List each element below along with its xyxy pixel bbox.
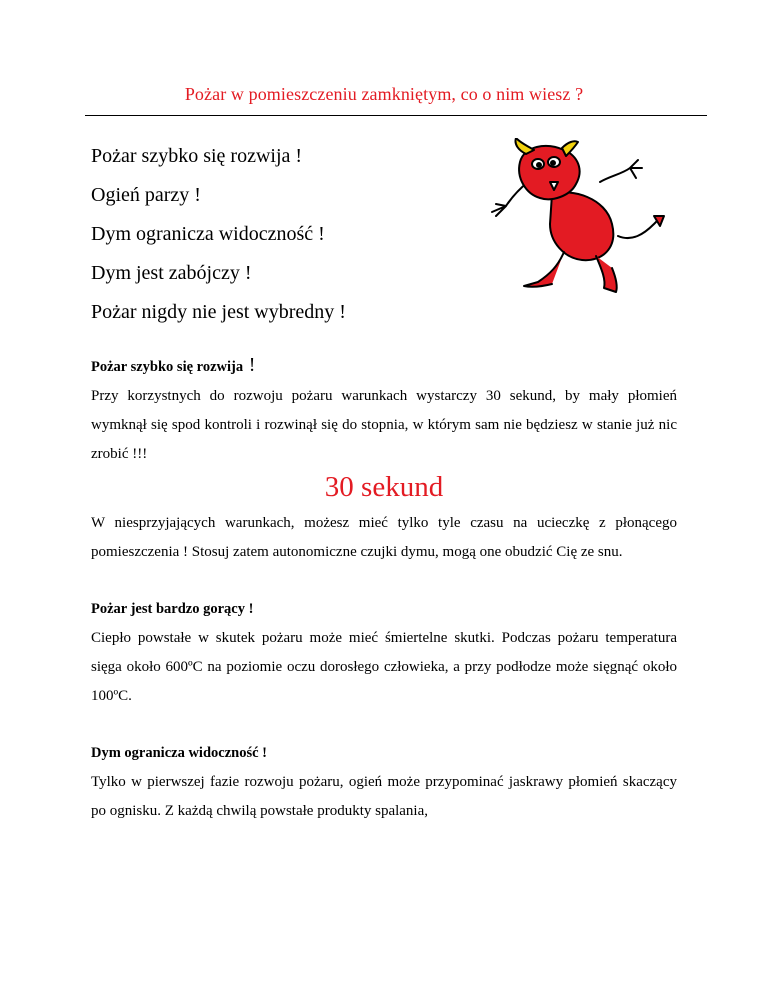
headline-list bbox=[91, 138, 511, 333]
section-heading-text: Pożar szybko się rozwija bbox=[91, 359, 244, 375]
article-body bbox=[91, 352, 677, 826]
section-heading bbox=[91, 352, 677, 378]
paragraph: Ciepło powstałe w skutek pożaru może mieć śmiertelne skutki. Podczas pożaru temperatura sięga około 600ºC na poziomie oczu dorosłego człowieka, a przy podłodze może sięgnąć około 100ºC. bbox=[91, 630, 677, 704]
red-devil-icon bbox=[480, 138, 690, 296]
paragraph: Przy korzystnych do rozwoju pożaru warunkach wystarczy 30 sekund, by mały płomień wymknął się spod kontroli i rozwinął się do stopnia, w którym sam nie będziesz w stanie już nic zrobić !!! bbox=[91, 388, 677, 462]
paragraph: W niesprzyjających warunkach, możesz mieć tylko tyle czasu na ucieczkę z płonącego pomieszczenia ! Stosuj zatem autonomiczne czujki dymu, mogą one obudzić Cię ze snu. bbox=[91, 515, 677, 560]
page-title: Pożar w pomieszczeniu zamkniętym, co o nim wiesz ? bbox=[184, 84, 584, 104]
highlight-text: 30 sekund bbox=[324, 471, 444, 503]
headline-item: Ogień parzy ! bbox=[91, 184, 201, 206]
headline-item: Dym ogranicza widoczność ! bbox=[91, 223, 325, 245]
paragraph: Tylko w pierwszej fazie rozwoju pożaru, ogień może przypominać jaskrawy płomień skaczący po ognisku. Z każdą chwilą powstałe produkty spalania, bbox=[91, 774, 677, 819]
header-divider bbox=[85, 115, 707, 116]
headline-item: Pożar szybko się rozwija ! bbox=[91, 145, 303, 167]
headline-item: Pożar nigdy nie jest wybredny ! bbox=[91, 301, 346, 323]
exclamation-mark: ! bbox=[248, 354, 256, 376]
section-heading: Dym ogranicza widoczność ! bbox=[91, 745, 267, 761]
headline-item: Dym jest zabójczy ! bbox=[91, 262, 252, 284]
section-heading: Pożar jest bardzo gorący ! bbox=[91, 601, 254, 617]
